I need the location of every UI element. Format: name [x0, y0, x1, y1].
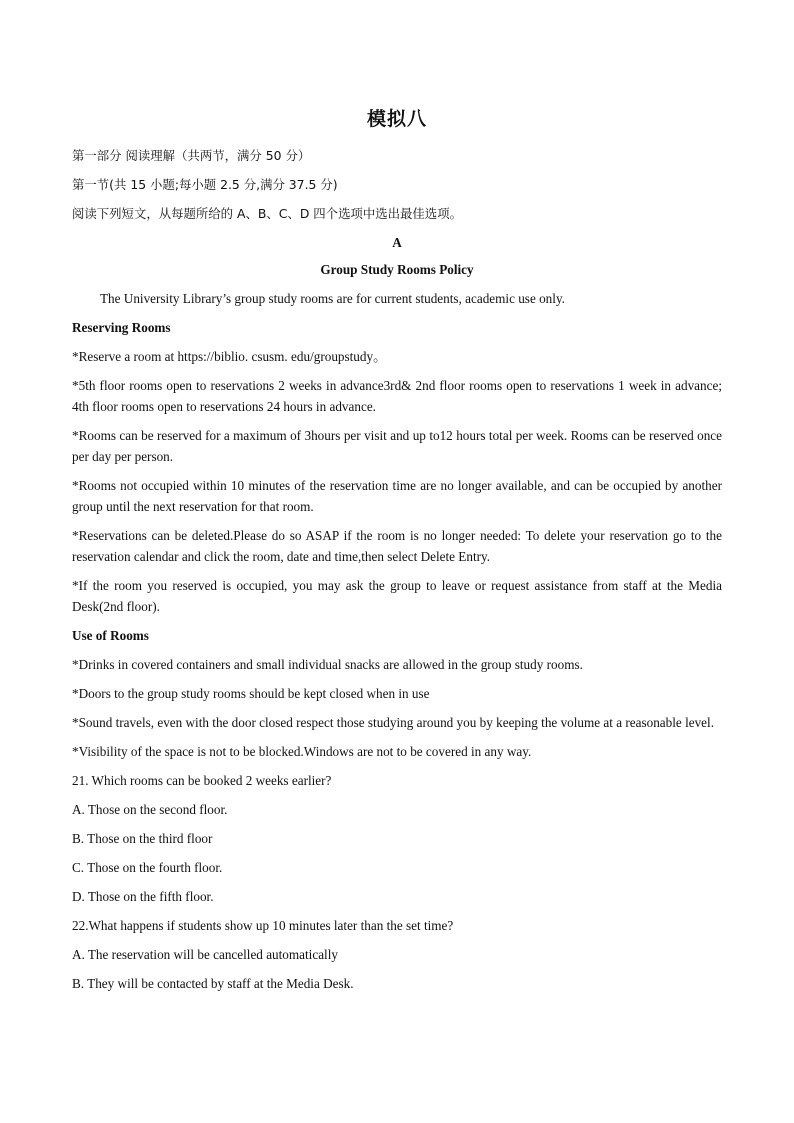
question-21-option-c: C. Those on the fourth floor.: [72, 860, 223, 875]
reserving-item: *Reserve a room at https://biblio. csusm. edu/groupstudy。: [72, 349, 387, 364]
reserving-item: *Rooms not occupied within 10 minutes of the reservation time are no longer available, and can be occupied by another group until the next reservation for that room.: [72, 478, 722, 514]
use-item: *Drinks in covered containers and small individual snacks are allowed in the group study rooms.: [72, 657, 583, 672]
question-21-option-b: B. Those on the third floor: [72, 831, 213, 846]
passage-title: Group Study Rooms Policy: [320, 262, 474, 277]
question-22-option-a: A. The reservation will be cancelled automatically: [72, 947, 338, 962]
reserving-item: *Rooms can be reserved for a maximum of 3hours per visit and up to12 hours total per week. Rooms can be reserved once per day per person.: [72, 428, 722, 464]
reserving-heading: Reserving Rooms: [72, 320, 171, 335]
question-22-stem: 22.What happens if students show up 10 minutes later than the set time?: [72, 918, 454, 933]
part-heading: 第一部分 阅读理解（共两节，满分 50 分）: [72, 148, 311, 163]
page-title: 模拟八: [366, 108, 427, 130]
question-21-option-a: A. Those on the second floor.: [72, 802, 228, 817]
use-item: *Visibility of the space is not to be blocked.Windows are not to be covered in any way.: [72, 744, 532, 759]
reserving-item: *If the room you reserved is occupied, you may ask the group to leave or request assistance from staff at the Media Desk(2nd floor).: [72, 578, 722, 614]
passage-intro: The University Library’s group study rooms are for current students, academic use only.: [100, 291, 565, 306]
use-item: *Doors to the group study rooms should be kept closed when in use: [72, 686, 430, 701]
reserving-item: *5th floor rooms open to reservations 2 weeks in advance3rd& 2nd floor rooms open to reservations 1 week in advance; 4th floor rooms open to reservations 24 hours in advance.: [72, 378, 722, 414]
question-21-option-d: D. Those on the fifth floor.: [72, 889, 214, 904]
question-21-stem: 21. Which rooms can be booked 2 weeks earlier?: [72, 773, 332, 788]
exam-page: [72, 104, 722, 1002]
instructions: 阅读下列短文，从每题所给的 A、B、C、D 四个选项中选出最佳选项。: [72, 206, 462, 221]
section-heading: 第一节(共 15 小题;每小题 2.5 分,满分 37.5 分): [72, 177, 338, 192]
reserving-item: *Reservations can be deleted.Please do so ASAP if the room is no longer needed: To delete your reservation go to the reservation calendar and click the room, date and time,then select Delete Entry.: [72, 528, 722, 564]
use-item: *Sound travels, even with the door closed respect those studying around you by keeping the volume at a reasonable level.: [72, 715, 714, 730]
use-heading: Use of Rooms: [72, 628, 149, 643]
question-22-option-b: B. They will be contacted by staff at the Media Desk.: [72, 976, 354, 991]
passage-letter: A: [392, 235, 402, 250]
